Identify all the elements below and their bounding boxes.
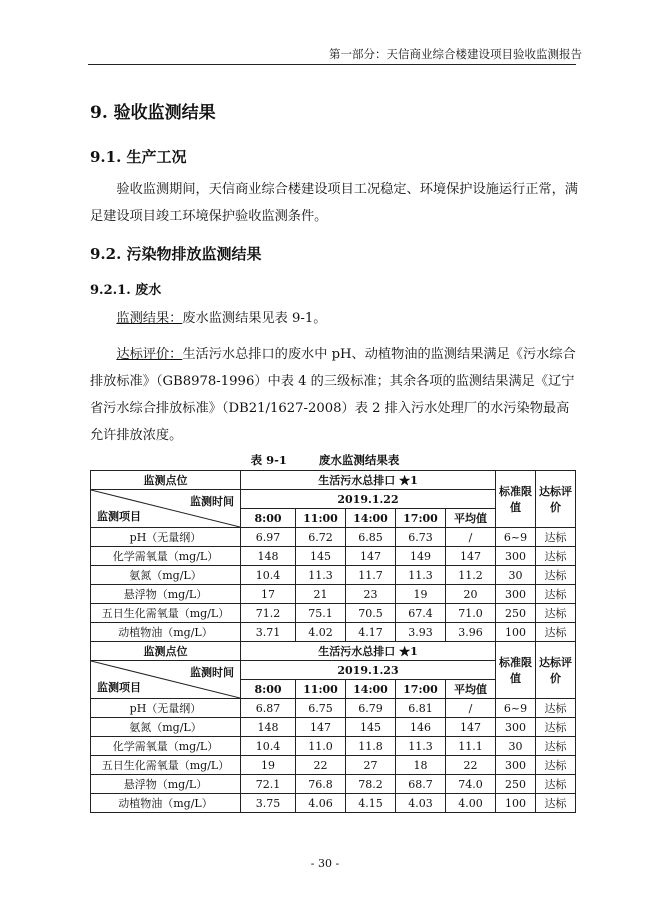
time-header: 14:00 (346, 509, 396, 528)
value-cell: 22 (446, 756, 496, 775)
value-cell: 10.4 (241, 737, 296, 756)
value-cell: 71.0 (446, 604, 496, 623)
table-row (91, 604, 576, 623)
value-cell: 147 (446, 718, 496, 737)
item-name: 悬浮物（mg/L） (91, 585, 241, 604)
value-cell: 4.03 (396, 794, 446, 813)
header-rule (88, 64, 576, 65)
value-cell: 3.71 (241, 623, 296, 642)
value-cell: / (446, 528, 496, 547)
item-label: 监测项目 (97, 510, 141, 523)
value-cell: 71.2 (241, 604, 296, 623)
value-cell: 11.8 (346, 737, 396, 756)
time-header: 11:00 (296, 680, 346, 699)
value-cell: 4.15 (346, 794, 396, 813)
value-cell: 74.0 (446, 775, 496, 794)
table-name: 废水监测结果表 (318, 453, 400, 467)
value-cell: 3.93 (396, 623, 446, 642)
table-row (91, 699, 576, 718)
monitoring-date: 2019.1.23 (241, 661, 496, 680)
limit-header: 标准限值 (496, 471, 536, 528)
point-label: 监测点位 (91, 471, 241, 490)
value-cell: 11.3 (396, 737, 446, 756)
value-cell: 147 (346, 547, 396, 566)
monitoring-result-label: 监测结果： (116, 311, 183, 326)
monitoring-result-paragraph (90, 305, 578, 332)
value-cell: 18 (396, 756, 446, 775)
time-label: 监测时间 (190, 495, 234, 508)
limit-cell: 300 (496, 547, 536, 566)
value-cell: 68.7 (396, 775, 446, 794)
eval-cell: 达标 (536, 718, 576, 737)
limit-cell: 30 (496, 737, 536, 756)
value-cell: 10.4 (241, 566, 296, 585)
table-row (91, 566, 576, 585)
time-header: 11:00 (296, 509, 346, 528)
section-9-1-heading: 9.1. 生产工况 (90, 148, 187, 166)
value-cell: 20 (446, 585, 496, 604)
limit-cell: 6~9 (496, 699, 536, 718)
time-header: 8:00 (241, 509, 296, 528)
value-cell: 6.75 (296, 699, 346, 718)
site-name: 生活污水总排口 ★1 (241, 471, 496, 490)
value-cell: 70.5 (346, 604, 396, 623)
item-name: 氨氮（mg/L） (91, 566, 241, 585)
value-cell: 4.17 (346, 623, 396, 642)
section-9-2-heading: 9.2. 污染物排放监测结果 (90, 245, 262, 263)
time-header: 8:00 (241, 680, 296, 699)
value-cell: 6.85 (346, 528, 396, 547)
limit-cell: 300 (496, 756, 536, 775)
item-name: 化学需氧量（mg/L） (91, 737, 241, 756)
monitoring-result-text: 废水监测结果见表 9-1。 (182, 311, 327, 326)
value-cell: 78.2 (346, 775, 396, 794)
item-label: 监测项目 (97, 681, 141, 694)
eval-cell: 达标 (536, 699, 576, 718)
table-body (91, 471, 576, 813)
value-cell: 21 (296, 585, 346, 604)
table-header-row (91, 471, 576, 490)
limit-header: 标准限值 (496, 642, 536, 699)
diagonal-header-cell (91, 490, 241, 528)
section-9-2-1-heading: 9.2.1. 废水 (90, 283, 162, 298)
compliance-evaluation-paragraph (90, 341, 578, 449)
value-cell: 27 (346, 756, 396, 775)
value-cell: 6.97 (241, 528, 296, 547)
table-row (91, 737, 576, 756)
value-cell: 6.72 (296, 528, 346, 547)
table-row (91, 756, 576, 775)
table-row (91, 718, 576, 737)
item-name: pH（无量纲） (91, 699, 241, 718)
value-cell: 6.87 (241, 699, 296, 718)
value-cell: 4.00 (446, 794, 496, 813)
limit-cell: 300 (496, 718, 536, 737)
section-9-heading: 9. 验收监测结果 (90, 103, 216, 123)
value-cell: 75.1 (296, 604, 346, 623)
limit-cell: 6~9 (496, 528, 536, 547)
item-name: 化学需氧量（mg/L） (91, 547, 241, 566)
item-name: 氨氮（mg/L） (91, 718, 241, 737)
value-cell: 6.73 (396, 528, 446, 547)
value-cell: 6.79 (346, 699, 396, 718)
page-header: 第一部分：天信商业综合楼建设项目验收监测报告 (329, 47, 582, 61)
eval-header: 达标评价 (536, 642, 576, 699)
value-cell: 11.3 (396, 566, 446, 585)
value-cell: 145 (346, 718, 396, 737)
diagonal-header-cell (91, 661, 241, 699)
point-label: 监测点位 (91, 642, 241, 661)
value-cell: 6.81 (396, 699, 446, 718)
eval-cell: 达标 (536, 775, 576, 794)
table-row (91, 528, 576, 547)
monitoring-date: 2019.1.22 (241, 490, 496, 509)
eval-cell: 达标 (536, 604, 576, 623)
value-cell: 11.3 (296, 566, 346, 585)
limit-cell: 300 (496, 585, 536, 604)
table-header-row (91, 642, 576, 661)
limit-cell: 250 (496, 775, 536, 794)
table-row (91, 585, 576, 604)
time-header: 17:00 (396, 509, 446, 528)
value-cell: 22 (296, 756, 346, 775)
value-cell: 67.4 (396, 604, 446, 623)
value-cell: 17 (241, 585, 296, 604)
value-cell: 145 (296, 547, 346, 566)
item-name: 悬浮物（mg/L） (91, 775, 241, 794)
value-cell: 11.2 (446, 566, 496, 585)
item-name: 动植物油（mg/L） (91, 794, 241, 813)
eval-cell: 达标 (536, 585, 576, 604)
value-cell: 4.06 (296, 794, 346, 813)
table-row (91, 623, 576, 642)
item-name: 动植物油（mg/L） (91, 623, 241, 642)
eval-cell: 达标 (536, 737, 576, 756)
time-header: 14:00 (346, 680, 396, 699)
table-number: 表 9-1 (250, 453, 287, 467)
wastewater-results-table (90, 470, 576, 813)
time-header: 平均值 (446, 680, 496, 699)
value-cell: 19 (396, 585, 446, 604)
page-number: - 30 - (310, 857, 340, 870)
value-cell: 3.75 (241, 794, 296, 813)
item-name: 五日生化需氧量（mg/L） (91, 756, 241, 775)
item-name: 五日生化需氧量（mg/L） (91, 604, 241, 623)
value-cell: 148 (241, 547, 296, 566)
limit-cell: 250 (496, 604, 536, 623)
limit-cell: 30 (496, 566, 536, 585)
limit-cell: 100 (496, 794, 536, 813)
compliance-evaluation-text: 生活污水总排口的废水中 pH、动植物油的监测结果满足《污水综合排放标准》（GB8978-1996）中表 4 的三级标准；其余各项的监测结果满足《辽宁省污水综合排放标准》（DB21/1627-2008）表 2 排入污水处理厂的水污染物最高允许排放浓度。 (90, 347, 576, 443)
eval-cell: 达标 (536, 794, 576, 813)
value-cell: 23 (346, 585, 396, 604)
time-label: 监测时间 (190, 666, 234, 679)
value-cell: 3.96 (446, 623, 496, 642)
eval-cell: 达标 (536, 528, 576, 547)
value-cell: 4.02 (296, 623, 346, 642)
value-cell: 11.1 (446, 737, 496, 756)
table-caption (0, 452, 650, 468)
value-cell: 147 (296, 718, 346, 737)
value-cell: 146 (396, 718, 446, 737)
compliance-evaluation-label: 达标评价： (116, 347, 183, 362)
eval-cell: 达标 (536, 623, 576, 642)
value-cell: 76.8 (296, 775, 346, 794)
section-9-1-paragraph: 验收监测期间，天信商业综合楼建设项目工况稳定、环境保护设施运行正常，满足建设项目竣工环境保护验收监测条件。 (90, 182, 578, 224)
time-header: 17:00 (396, 680, 446, 699)
site-name: 生活污水总排口 ★1 (241, 642, 496, 661)
table-row (91, 794, 576, 813)
value-cell: / (446, 699, 496, 718)
value-cell: 147 (446, 547, 496, 566)
value-cell: 149 (396, 547, 446, 566)
eval-cell: 达标 (536, 756, 576, 775)
limit-cell: 100 (496, 623, 536, 642)
item-name: pH（无量纲） (91, 528, 241, 547)
eval-cell: 达标 (536, 547, 576, 566)
value-cell: 148 (241, 718, 296, 737)
time-header: 平均值 (446, 509, 496, 528)
value-cell: 72.1 (241, 775, 296, 794)
value-cell: 19 (241, 756, 296, 775)
value-cell: 11.7 (346, 566, 396, 585)
eval-cell: 达标 (536, 566, 576, 585)
value-cell: 11.0 (296, 737, 346, 756)
table-row (91, 775, 576, 794)
table-row (91, 547, 576, 566)
eval-header: 达标评价 (536, 471, 576, 528)
